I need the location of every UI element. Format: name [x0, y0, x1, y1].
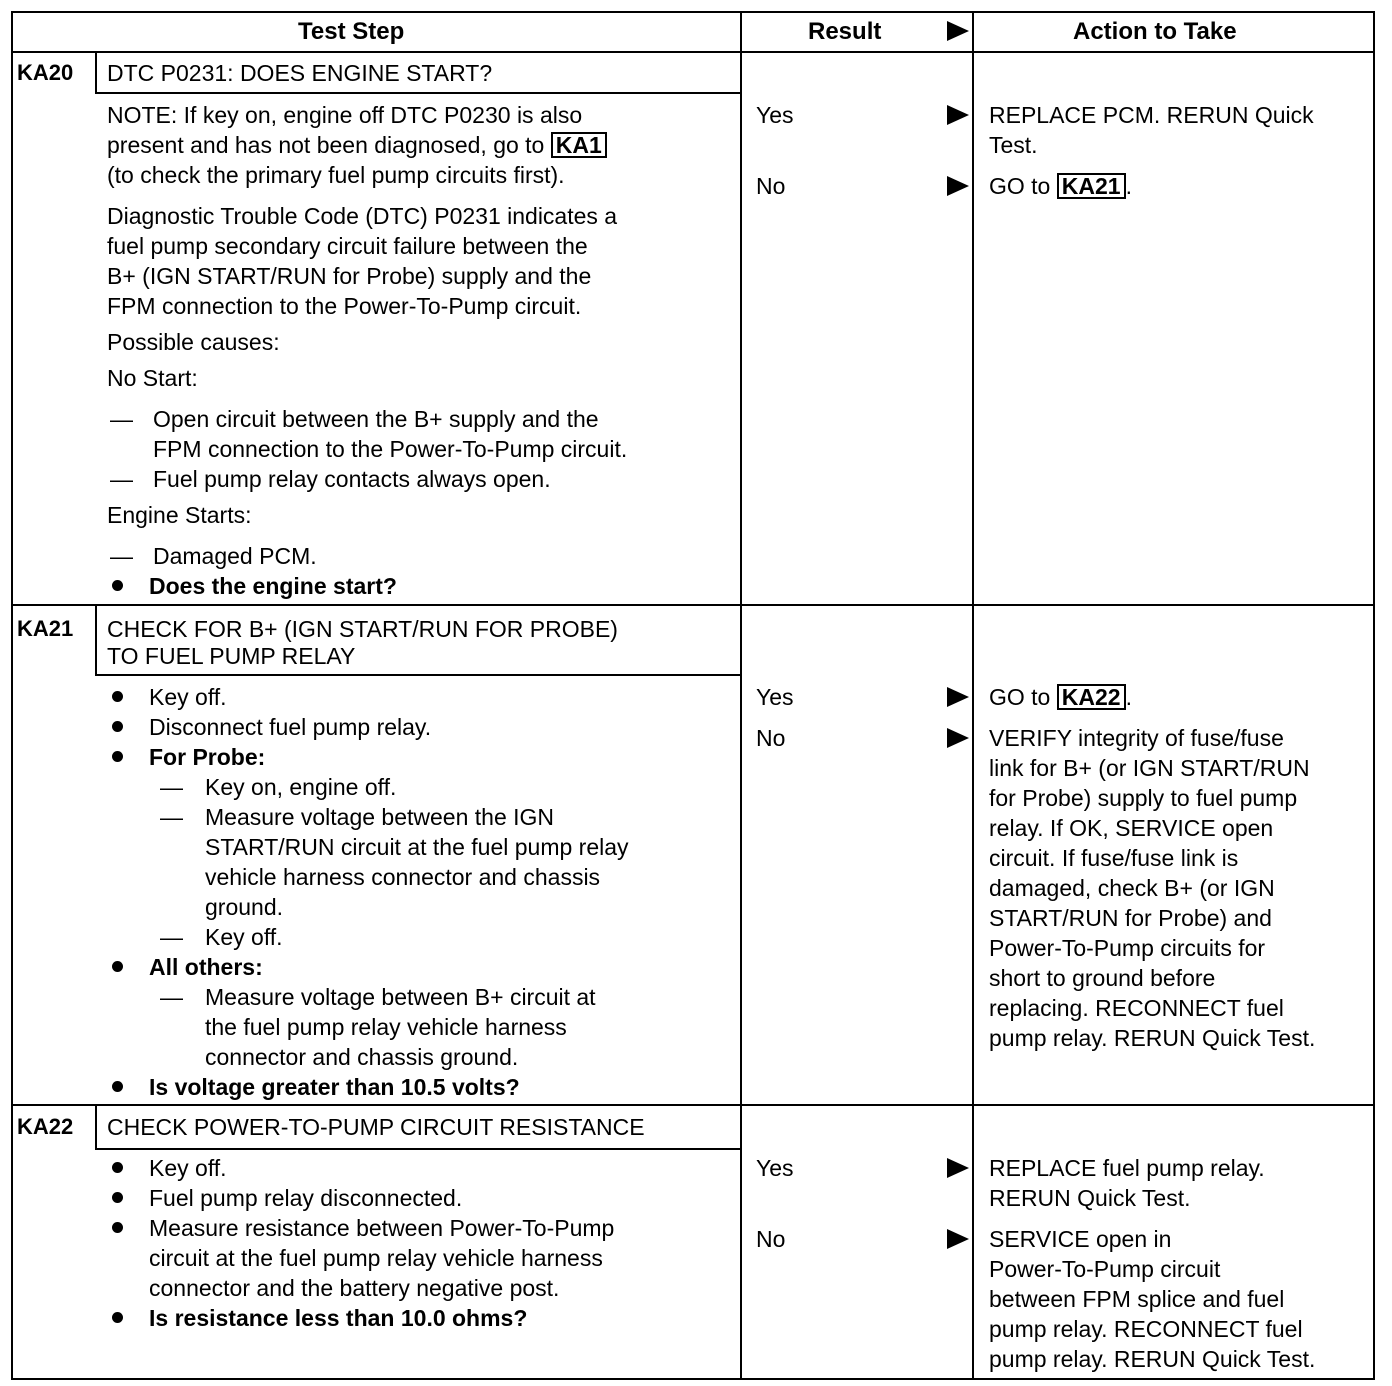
ka21-title-underline [95, 674, 740, 676]
ka20-yes: Yes [756, 102, 794, 128]
ka21-step-3b-4: ground. [205, 894, 284, 920]
ka20-title: DTC P0231: DOES ENGINE START? [107, 60, 493, 86]
header-test-step: Test Step [298, 18, 405, 45]
divider-result-action [972, 11, 974, 1380]
ka21-yes: Yes [756, 684, 794, 710]
divider-step-result [740, 11, 742, 1380]
ka22-code: KA22 [17, 1114, 74, 1139]
ka20-no: No [756, 173, 786, 199]
ka21-yes-action-text: GO to [989, 684, 1057, 710]
ka22-bullet-3 [112, 1222, 123, 1233]
ka21-no-action-1: VERIFY integrity of fuse/fuse [989, 725, 1284, 751]
ka21-bullet-4 [112, 961, 123, 972]
table-border-right [1373, 11, 1375, 1380]
ka21-step-4a-1: Measure voltage between B+ circuit at [205, 984, 596, 1010]
ka21-step-4a-2: the fuel pump relay vehicle harness [205, 1014, 567, 1040]
ka21-step-3: For Probe: [149, 744, 266, 770]
ka22-question-bullet [112, 1312, 123, 1323]
ka21-no-action-4: relay. If OK, SERVICE open [989, 815, 1274, 841]
ka21-yes-arrow-icon [947, 687, 969, 707]
table-border-top [11, 11, 1375, 13]
ka21-question: Is voltage greater than 10.5 volts? [149, 1074, 520, 1100]
ka22-yes-action-1: REPLACE fuel pump relay. [989, 1155, 1265, 1181]
ka20-cause-2: Fuel pump relay contacts always open. [153, 466, 551, 492]
ka21-no: No [756, 725, 786, 751]
ka22-yes-action-2: RERUN Quick Test. [989, 1185, 1191, 1211]
ka20-note-line-2 [107, 130, 607, 160]
ka21-no-arrow-icon [947, 728, 969, 748]
ka20-code: KA20 [17, 60, 74, 85]
ka21-title-2: TO FUEL PUMP RELAY [107, 643, 356, 669]
ka22-step-3-3: connector and the battery negative post. [149, 1275, 560, 1301]
ka21-no-action-8: Power-To-Pump circuits for [989, 935, 1266, 961]
ka20-question: Does the engine start? [149, 573, 397, 599]
ka22-no-action-4: pump relay. RECONNECT fuel [989, 1316, 1303, 1342]
ka22-bullet-2 [112, 1192, 123, 1203]
ka20-dash-2: — [110, 466, 133, 492]
ka20-dash-1: — [110, 406, 133, 432]
header-action: Action to Take [1073, 18, 1237, 45]
ka22-yes: Yes [756, 1155, 794, 1181]
ka21-step-3a: Key on, engine off. [205, 774, 397, 800]
ka20-question-bullet [112, 580, 123, 591]
code-divider-ka21 [95, 605, 97, 675]
ka21-bullet-2 [112, 721, 123, 732]
ka20-no-action [989, 171, 1132, 201]
ka21-step-3c: Key off. [205, 924, 283, 950]
ka21-step-1: Key off. [149, 684, 227, 710]
ka20-no-action-text: GO to [989, 173, 1057, 199]
ka21-no-action-10: replacing. RECONNECT fuel [989, 995, 1284, 1021]
ka20-cause-1a: Open circuit between the B+ supply and the [153, 406, 599, 432]
ka22-yes-arrow-icon [947, 1158, 969, 1178]
ka20-possible-causes: Possible causes: [107, 329, 280, 355]
ka21-no-action-6: damaged, check B+ (or IGN [989, 875, 1275, 901]
ka21-step-4: All others: [149, 954, 263, 980]
ka21-question-bullet [112, 1081, 123, 1092]
ka20-note-text: present and has not been diagnosed, go to [107, 132, 551, 158]
code-divider-ka22 [95, 1105, 97, 1149]
ka20-ref-ka21[interactable]: KA21 [1057, 173, 1126, 199]
ka22-bullet-1 [112, 1162, 123, 1173]
ka20-ref-ka1[interactable]: KA1 [551, 132, 607, 158]
ka21-yes-action [989, 682, 1132, 712]
ka22-no-action-2: Power-To-Pump circuit [989, 1256, 1221, 1282]
ka22-question: Is resistance less than 10.0 ohms? [149, 1305, 528, 1331]
ka22-step-1: Key off. [149, 1155, 227, 1181]
header-result: Result [808, 18, 882, 45]
ka21-step-3b-1: Measure voltage between the IGN [205, 804, 555, 830]
ka22-no-action-5: pump relay. RERUN Quick Test. [989, 1346, 1316, 1372]
ka22-title-underline [95, 1148, 740, 1150]
ka20-engine-starts: Engine Starts: [107, 502, 252, 528]
ka21-dash-1: — [160, 774, 183, 800]
ka22-title: CHECK POWER-TO-PUMP CIRCUIT RESISTANCE [107, 1114, 645, 1140]
ka20-desc-line-4: FPM connection to the Power-To-Pump circuit. [107, 293, 582, 319]
ka20-title-underline [95, 92, 740, 94]
ka21-yes-action-period: . [1125, 684, 1132, 710]
ka22-step-3-2: circuit at the fuel pump relay vehicle harness [149, 1245, 603, 1271]
ka20-cause-3: Damaged PCM. [153, 543, 317, 569]
ka20-no-start: No Start: [107, 365, 198, 391]
ka21-step-3b-2: START/RUN circuit at the fuel pump relay [205, 834, 629, 860]
ka21-no-action-3: for Probe) supply to fuel pump [989, 785, 1298, 811]
ka21-step-3b-3: vehicle harness connector and chassis [205, 864, 601, 890]
row-separator-ka21 [11, 604, 1375, 606]
ka20-note-line-3: (to check the primary fuel pump circuits first). [107, 162, 565, 188]
ka21-ref-ka22[interactable]: KA22 [1057, 684, 1126, 710]
ka20-desc-line-3: B+ (IGN START/RUN for Probe) supply and the [107, 263, 592, 289]
ka21-step-4a-3: connector and chassis ground. [205, 1044, 519, 1070]
ka21-code: KA21 [17, 616, 74, 641]
ka20-no-arrow-icon [947, 176, 969, 196]
ka22-no: No [756, 1226, 786, 1252]
ka20-yes-arrow-icon [947, 105, 969, 125]
ka22-step-3-1: Measure resistance between Power-To-Pump [149, 1215, 615, 1241]
ka22-no-action-1: SERVICE open in [989, 1226, 1172, 1252]
ka20-yes-action-1: REPLACE PCM. RERUN Quick [989, 102, 1314, 128]
row-separator-ka22 [11, 1104, 1375, 1106]
ka21-no-action-7: START/RUN for Probe) and [989, 905, 1272, 931]
table-border-left [11, 11, 13, 1380]
ka20-no-action-period: . [1125, 173, 1132, 199]
ka21-bullet-3 [112, 751, 123, 762]
ka21-bullet-1 [112, 691, 123, 702]
ka21-no-action-11: pump relay. RERUN Quick Test. [989, 1025, 1316, 1051]
ka20-cause-1b: FPM connection to the Power-To-Pump circuit. [153, 436, 628, 462]
ka21-step-2: Disconnect fuel pump relay. [149, 714, 432, 740]
ka20-note-line-1: NOTE: If key on, engine off DTC P0230 is also [107, 102, 583, 128]
ka20-dash-3: — [110, 543, 133, 569]
ka21-no-action-2: link for B+ (or IGN START/RUN [989, 755, 1310, 781]
ka20-desc-line-2: fuel pump secondary circuit failure between the [107, 233, 588, 259]
header-arrow-icon [947, 21, 969, 41]
table-border-bottom [11, 1378, 1375, 1380]
ka21-no-action-9: short to ground before [989, 965, 1216, 991]
header-underline [11, 51, 1375, 53]
ka22-step-2: Fuel pump relay disconnected. [149, 1185, 463, 1211]
ka22-no-arrow-icon [947, 1229, 969, 1249]
ka21-dash-4: — [160, 984, 183, 1010]
ka22-no-action-3: between FPM splice and fuel [989, 1286, 1285, 1312]
ka20-desc-line-1: Diagnostic Trouble Code (DTC) P0231 indicates a [107, 203, 618, 229]
ka20-yes-action-2: Test. [989, 132, 1038, 158]
ka21-title-1: CHECK FOR B+ (IGN START/RUN FOR PROBE) [107, 616, 618, 642]
ka21-dash-3: — [160, 924, 183, 950]
ka21-no-action-5: circuit. If fuse/fuse link is [989, 845, 1239, 871]
code-divider-ka20 [95, 51, 97, 93]
ka21-dash-2: — [160, 804, 183, 830]
